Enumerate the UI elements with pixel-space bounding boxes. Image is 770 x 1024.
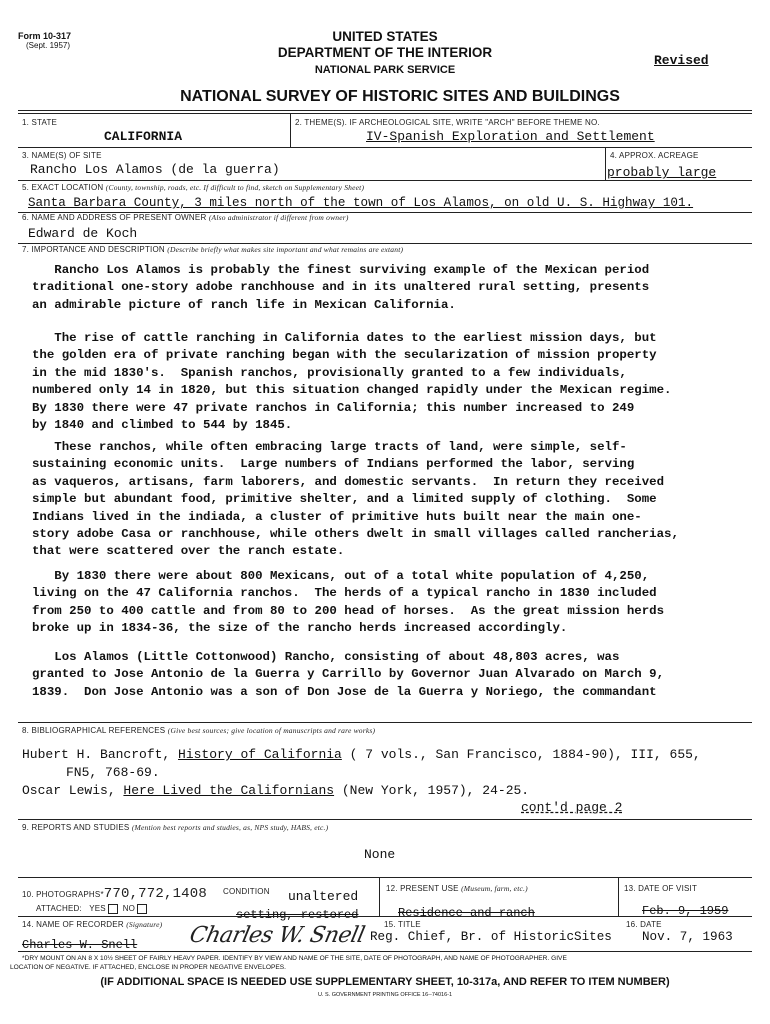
rule-top-2 — [18, 113, 752, 114]
description-paragraph-5 — [32, 649, 664, 701]
text-line: simple but abundant food, primitive shelter, and a limited supply of clothing. Some — [32, 492, 657, 507]
mount-note-1: *DRY MOUNT ON AN 8 X 10½ SHEET OF FAIRLY HEAVY PAPER. IDENTIFY BY VIEW AND NAME OF THE SITE, DATE OF PHOTOGRAPH, AND NAME OF PHOTOGRAPHER. GIVE — [22, 955, 567, 962]
yes-checkbox — [108, 904, 118, 914]
text-line: traditional one-story adobe ranchhouse and in its unaltered rural setting, presents — [32, 280, 650, 295]
description-paragraph-3 — [32, 439, 679, 561]
bibliography-ref-2 — [22, 783, 529, 798]
ref1-title: History of California — [178, 747, 342, 762]
owner-label — [22, 213, 349, 222]
gpo-note: U. S. GOVERNMENT PRINTING OFFICE 16--74016-1 — [317, 992, 453, 998]
visit-label: 13. DATE OF VISIT — [624, 884, 698, 893]
rule-9 — [18, 819, 752, 820]
present-use-label — [386, 884, 528, 893]
text-line: the golden era of private ranching began with the secularization of mission property — [32, 348, 657, 363]
continued-note: cont'd page 2 — [521, 800, 623, 815]
text-line: numbered only 14 in 1820, but this situation changed rapidly under the Mexican regime. — [32, 383, 672, 398]
bibliography-ref-1 — [22, 747, 701, 762]
rule-vert-2 — [605, 147, 606, 180]
survey-title: NATIONAL SURVEY OF HISTORIC SITES AND BUILDINGS — [180, 88, 620, 105]
rule-5 — [18, 180, 752, 181]
yes-label: YES — [89, 904, 106, 914]
names-label: 3. NAME(S) OF SITE — [22, 151, 102, 160]
owner-note: (Also administrator if different from owner) — [208, 213, 349, 222]
ref1-author: Hubert H. Bancroft, — [22, 747, 179, 762]
date-label: 16. DATE — [626, 920, 662, 929]
text-line: By 1830 there were 47 private ranchos in California; this number increased to 249 — [32, 400, 635, 415]
form-date: (Sept. 1957) — [26, 41, 71, 50]
text-line: from 250 to 400 cattle and from 80 to 200 head of horses. As the great mission herds — [32, 603, 665, 618]
no-checkbox — [137, 904, 147, 914]
additional-space-note: (IF ADDITIONAL SPACE IS NEEDED USE SUPPLEMENTARY SHEET, 10-317a, AND REFER TO ITEM NUMBER) — [100, 976, 670, 988]
agency-line-2: DEPARTMENT OF THE INTERIOR — [277, 45, 493, 60]
description-paragraph-1 — [32, 262, 649, 314]
text-line: Los Alamos (Little Cottonwood) Rancho, consisting of about 48,803 acres, was — [32, 650, 620, 664]
condition-label: CONDITION — [223, 887, 270, 896]
text-line: These ranchos, while often embracing large tracts of land, were simple, self- — [32, 440, 627, 454]
rule-top — [18, 110, 752, 111]
text-line: as vaqueros, artisans, farm laborers, and domestic servants. In return they received — [32, 474, 665, 489]
ref2-title: Here Lived the Californians — [123, 783, 335, 798]
rule-15 — [18, 951, 752, 952]
acreage-value: probably large — [607, 165, 717, 180]
present-use-label-text: 12. PRESENT USE — [386, 884, 459, 893]
text-line: by 1840 and climbed to 544 by 1845. — [32, 418, 293, 433]
mount-note-2: LOCATION OF NEGATIVE. IF ATTACHED, ENCLOSE IN PROPER NEGATIVE ENVELOPES. — [10, 964, 287, 971]
text-line: an admirable picture of ranch life in Mexican California. — [32, 297, 456, 312]
title-value: Reg. Chief, Br. of HistoricSites — [370, 930, 612, 944]
no-label: NO — [122, 904, 136, 914]
acreage-label: 4. APPROX. ACREAGE — [610, 151, 699, 160]
importance-label-text: 7. IMPORTANCE AND DESCRIPTION — [22, 245, 165, 254]
reports-label-text: 9. REPORTS AND STUDIES — [22, 823, 130, 832]
text-line: Indians lived in the indiada, a cluster of primitive huts built near the main one- — [32, 509, 642, 524]
text-line: By 1830 there were about 800 Mexicans, out of a total white population of 4,250, — [32, 569, 650, 583]
importance-note: (Describe briefly what makes site important and what remains are extant) — [167, 245, 404, 254]
visit-value: Feb. 9, 1959 — [642, 904, 729, 918]
recorder-label — [22, 920, 162, 929]
title-label: 15. TITLE — [384, 920, 421, 929]
ref2-details: (New York, 1957), 24-25. — [334, 783, 530, 798]
form-number: Form 10-317 — [18, 31, 72, 41]
attached-label: ATTACHED: — [36, 904, 82, 914]
text-line: broke up in 1834-36, the size of the rancho herds increased accordingly. — [32, 621, 568, 636]
reports-label — [22, 823, 328, 832]
rule-vert-4 — [618, 878, 619, 916]
text-line: sustaining economic units. Large numbers of Indians performed the labor, serving — [32, 457, 635, 472]
importance-label — [22, 245, 403, 254]
state-label: 1. STATE — [22, 118, 58, 127]
agency-line-3: NATIONAL PARK SERVICE — [314, 64, 456, 76]
recorder-label-text: 14. NAME OF RECORDER — [22, 920, 124, 929]
condition-value-2: setting, restored — [236, 908, 359, 922]
bibliography-ref-1-cont: FN5, 768-69. — [66, 765, 160, 780]
location-label-text: 5. EXACT LOCATION — [22, 183, 104, 192]
rule-10 — [18, 877, 752, 878]
ref2-author: Oscar Lewis, — [22, 783, 124, 798]
text-line: 1839. Don Jose Antonio was a son of Don Jose de la Guerra y Noriego, the commandant — [32, 684, 657, 699]
date-value: Nov. 7, 1963 — [642, 930, 733, 944]
rule-14 — [18, 916, 752, 917]
location-label — [22, 183, 364, 192]
present-use-note: (Museum, farm, etc.) — [461, 884, 528, 893]
text-line: in the mid 1830's. Spanish ranchos, provisionally granted to a few individuals, — [32, 365, 627, 380]
agency-line-1: UNITED STATES — [332, 29, 438, 44]
owner-value: Edward de Koch — [28, 226, 138, 241]
themes-label: 2. THEME(S). IF ARCHEOLOGICAL SITE, WRITE "ARCH" BEFORE THEME NO. — [295, 118, 600, 127]
reports-note: (Mention best reports and studies, as, NPS study, HABS, etc.) — [131, 823, 329, 832]
rule-vert-1 — [290, 114, 291, 147]
ref1-details: ( 7 vols., San Francisco, 1884-90), III, 655, — [341, 747, 701, 762]
location-note: (County, township, roads, etc. If difficult to find, sketch on Supplementary Sheet) — [105, 183, 365, 192]
rule-8 — [18, 722, 752, 723]
reports-value: None — [364, 847, 396, 862]
names-value: Rancho Los Alamos (de la guerra) — [30, 162, 280, 177]
condition-value-1: unaltered — [288, 889, 359, 904]
location-value: Santa Barbara County, 3 miles north of the town of Los Alamos, on old U. S. Highway 101. — [28, 196, 694, 210]
attached-row — [36, 904, 147, 914]
rule-7 — [18, 243, 752, 244]
photos-label-text: 10. PHOTOGRAPHS — [22, 890, 101, 899]
state-value: CALIFORNIA — [104, 129, 183, 144]
recorder-note: (Signature) — [126, 920, 163, 929]
themes-value: IV-Spanish Exploration and Settlement — [366, 129, 655, 144]
text-line: that were scattered over the ranch estate. — [32, 544, 345, 559]
text-line: story adobe Casa or ranchhouse, while others dwelt in small villages called rancherias, — [32, 527, 679, 542]
photos-label: 10. PHOTOGRAPHS*770,772,1408 — [22, 886, 207, 902]
bibliography-label-text: 8. BIBLIOGRAPHICAL REFERENCES — [22, 726, 166, 735]
present-use-value: Residence and ranch — [398, 906, 535, 920]
bibliography-label — [22, 726, 375, 735]
description-paragraph-4 — [32, 568, 664, 638]
rule-3 — [18, 147, 752, 148]
description-paragraph-2 — [32, 330, 671, 434]
owner-label-text: 6. NAME AND ADDRESS OF PRESENT OWNER — [22, 213, 207, 222]
rule-vert-3 — [379, 878, 380, 916]
text-line: granted to Jose Antonio de la Guerra y Carrillo by Governor Juan Alvarado on March 9, — [32, 667, 665, 682]
text-line: Rancho Los Alamos is probably the finest surviving example of the Mexican period — [32, 263, 650, 277]
recorder-name: Charles W. Snell — [22, 938, 138, 952]
revised-stamp: Revised — [654, 53, 709, 68]
photos-value: 770,772,1408 — [103, 886, 207, 902]
text-line: The rise of cattle ranching in California dates to the earliest mission days, but — [32, 331, 657, 345]
text-line: living on the 47 California ranchos. The herds of a typical rancho in 1830 included — [32, 586, 657, 601]
recorder-signature: Charles W. Snell — [187, 923, 367, 948]
bibliography-note: (Give best sources; give location of manuscripts and rare works) — [167, 726, 376, 735]
